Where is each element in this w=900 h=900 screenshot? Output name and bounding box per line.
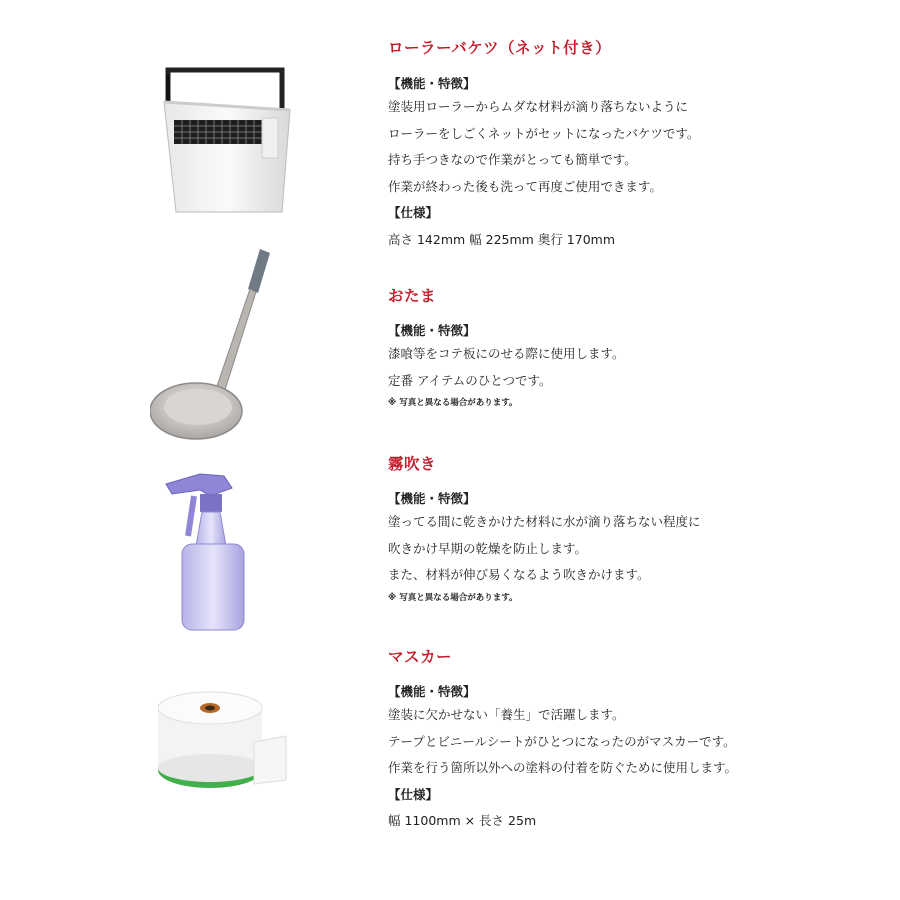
- product-title: おたま: [388, 287, 437, 305]
- description-line: 塗装に欠かせない「養生」で活躍します。: [388, 707, 625, 722]
- description-line: 作業が終わった後も洗って再度ご使用できます。: [388, 178, 662, 194]
- features-heading: 【機能・特徴】: [388, 684, 476, 699]
- product-title: 霧吹き: [388, 455, 437, 473]
- description-line: また、材料が伸び易くなるよう吹きかけます。: [388, 567, 650, 582]
- description-line: 塗装用ローラーからムダな材料が滴り落ちないように: [388, 99, 689, 114]
- description-line: 塗ってる間に乾きかけた材料に水が滴り落ちない程度に: [388, 514, 701, 529]
- spec-heading: 【仕様】: [388, 786, 439, 802]
- product-title: ローラーバケツ（ネット付き）: [388, 39, 612, 57]
- description-line: 吹きかけ早期の乾燥を防止します。: [388, 540, 588, 556]
- ladle-text: [388, 286, 868, 412]
- spec-text: 高さ 142mm 幅 225mm 奥行 170mm: [388, 231, 616, 247]
- description-line: 作業を行う箇所以外への塗料の付着を防ぐために使用します。: [388, 760, 738, 775]
- description-line: テープとビニールシートがひとつになったのがマスカーです。: [388, 733, 736, 749]
- features-heading: 【機能・特徴】: [388, 323, 476, 338]
- spray-bottle-image: [160, 466, 320, 640]
- roller-bucket-image: [150, 62, 310, 226]
- features-heading: 【機能・特徴】: [388, 76, 476, 91]
- spec-text: 幅 1100mm × 長さ 25m: [388, 813, 537, 828]
- masker-text: [388, 647, 868, 835]
- description-line: 持ち手つきなので作業がとっても簡単です。: [388, 152, 637, 167]
- masker-image: [158, 684, 318, 798]
- photo-note: ※ 写真と異なる場合があります。: [388, 398, 518, 408]
- photo-note: ※ 写真と異なる場合があります。: [388, 592, 518, 603]
- spray-bottle-text: [388, 454, 868, 607]
- spec-heading: 【仕様】: [388, 205, 439, 220]
- product-title: マスカー: [388, 648, 453, 666]
- description-line: 漆喰等をコテ板にのせる際に使用します。: [388, 346, 625, 361]
- features-heading: 【機能・特徴】: [388, 491, 476, 506]
- roller-bucket-text: [388, 38, 868, 253]
- description-line: 定番 アイテムのひとつです。: [388, 372, 552, 388]
- ladle-image: [150, 243, 310, 452]
- description-line: ローラーをしごくネットがセットになったバケツです。: [388, 125, 700, 141]
